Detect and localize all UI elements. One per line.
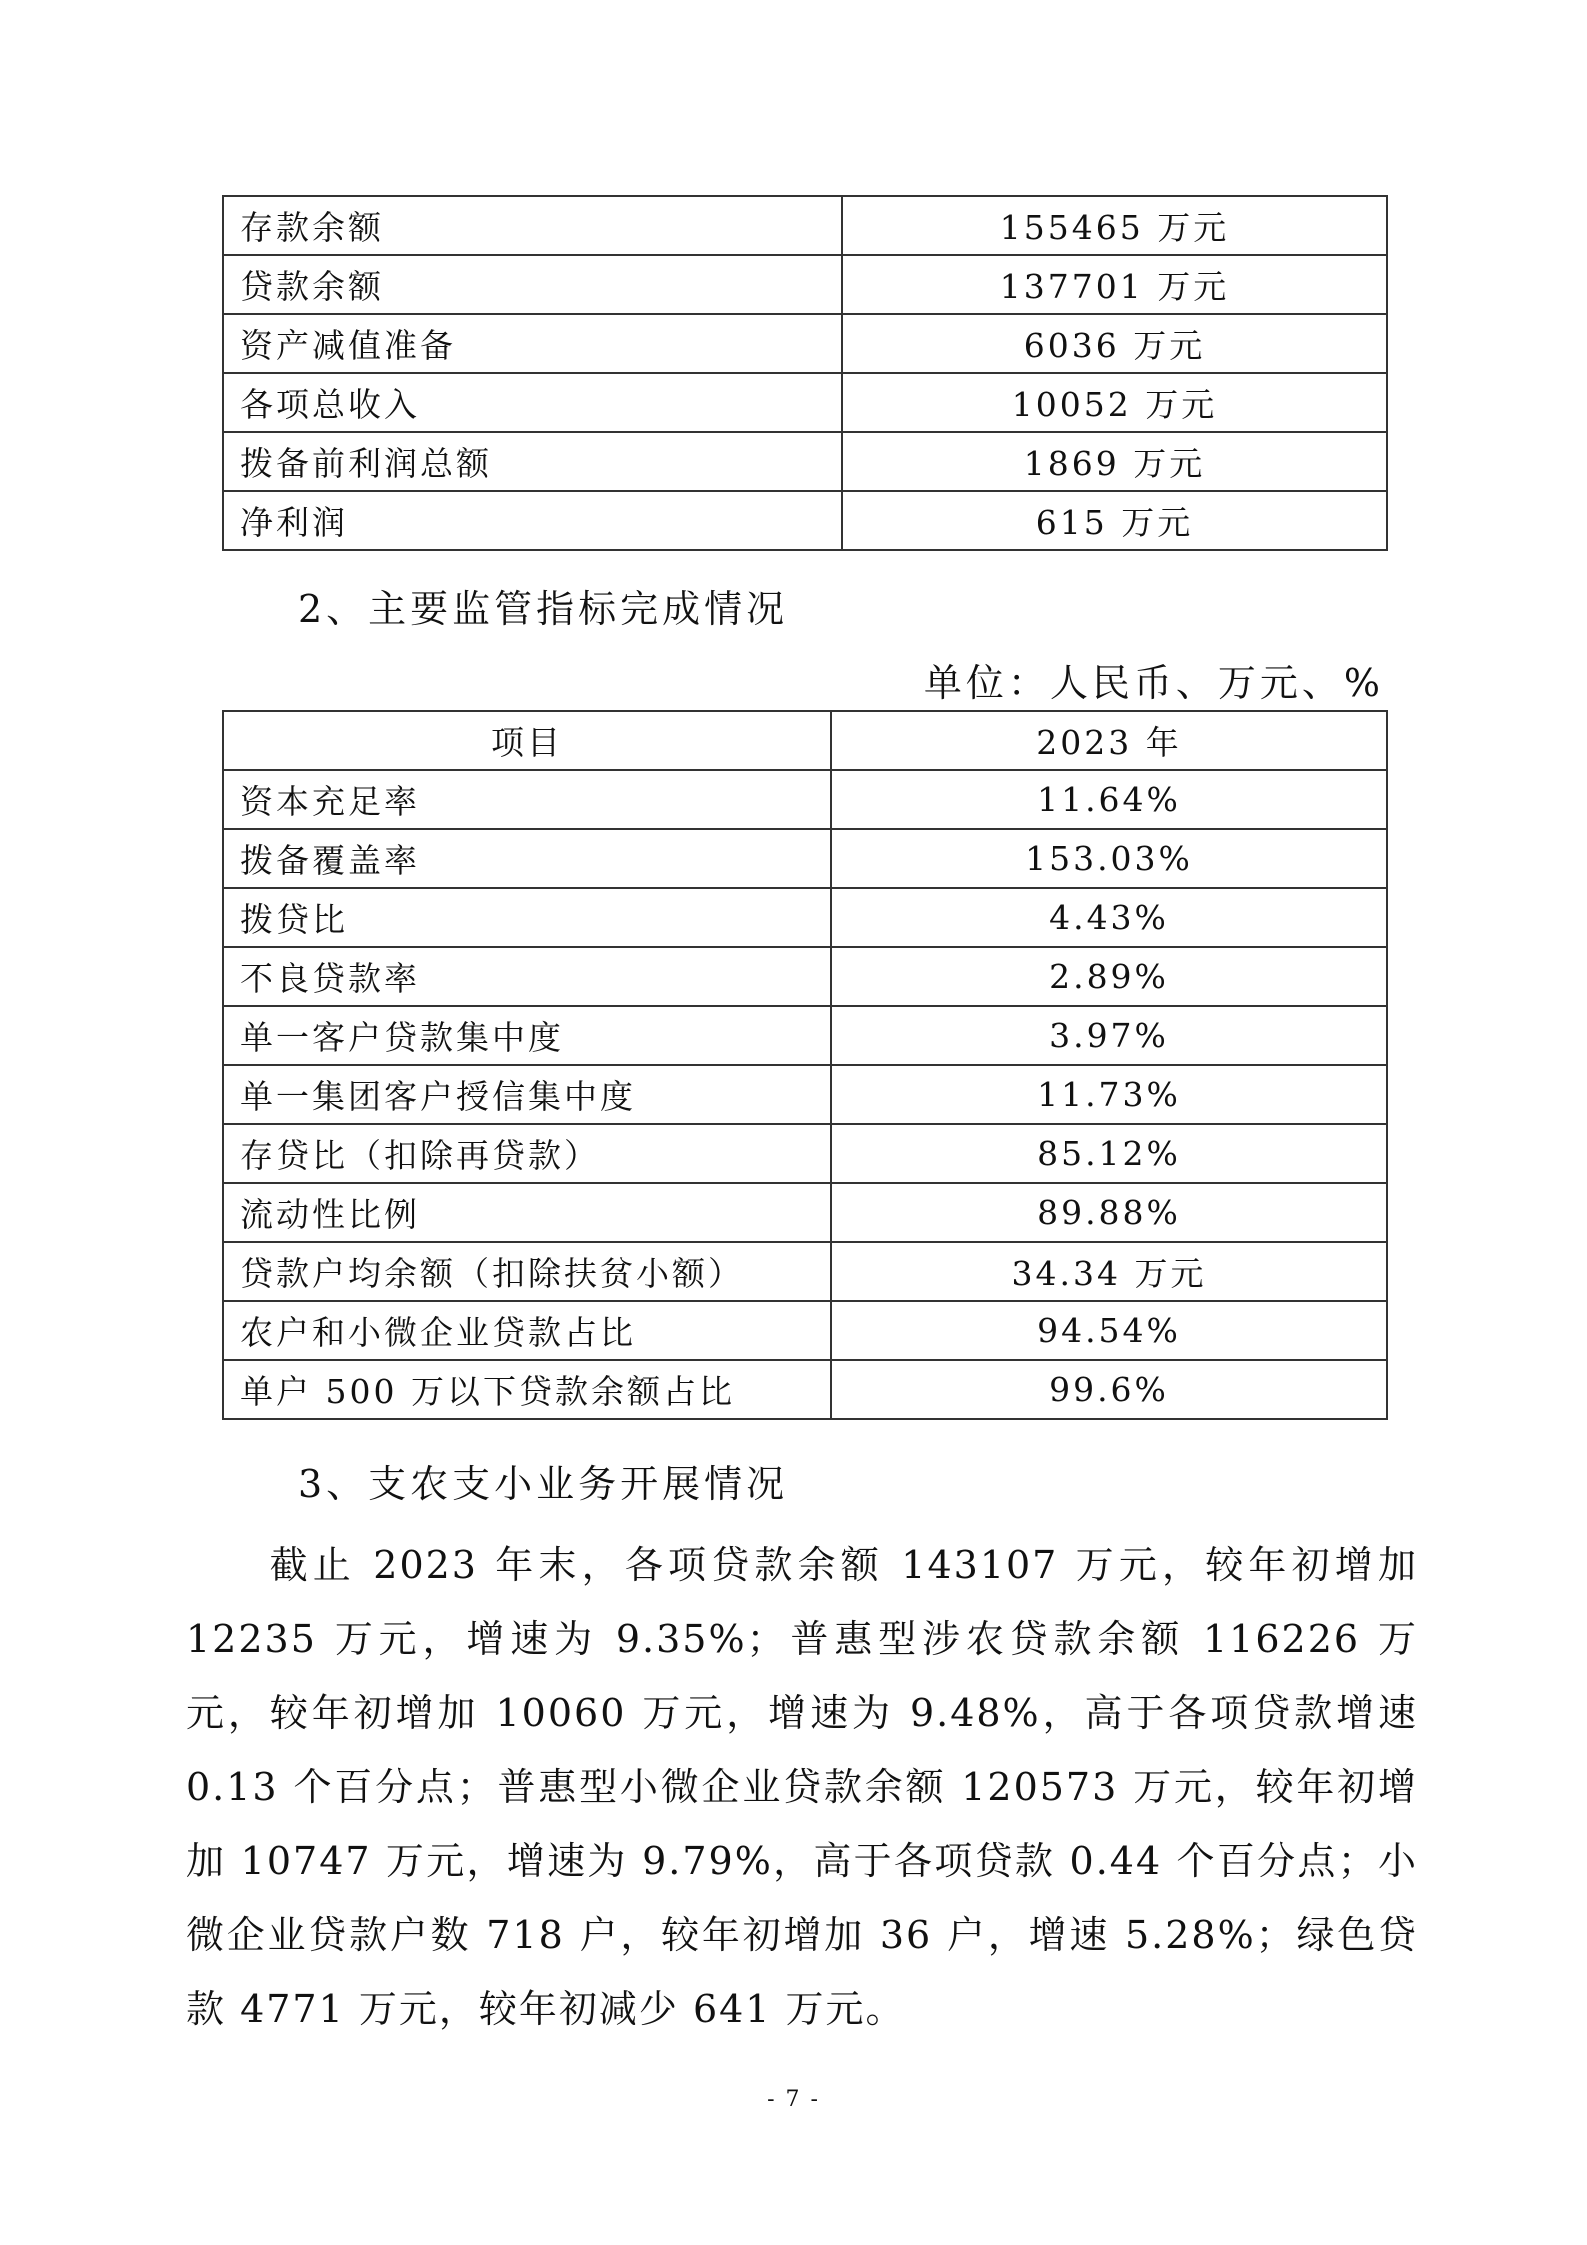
row-label: 资本充足率	[223, 770, 831, 829]
row-label: 存贷比（扣除再贷款）	[223, 1124, 831, 1183]
section-3-heading: 3、支农支小业务开展情况	[298, 1462, 789, 1506]
table-row	[223, 196, 1387, 255]
row-value: 153.03%	[831, 829, 1387, 888]
table-row	[223, 1124, 1387, 1183]
table-row	[223, 1006, 1387, 1065]
row-value: 155465 万元	[842, 196, 1387, 255]
row-value: 11.64%	[831, 770, 1387, 829]
row-label: 单户 500 万以下贷款余额占比	[223, 1360, 831, 1419]
row-label: 拨备覆盖率	[223, 829, 831, 888]
row-value: 6036 万元	[842, 314, 1387, 373]
table-row	[223, 1242, 1387, 1301]
row-value: 137701 万元	[842, 255, 1387, 314]
column-header-year: 2023 年	[831, 711, 1387, 770]
row-label: 存款余额	[223, 196, 842, 255]
table-row	[223, 255, 1387, 314]
section-2-heading: 2、主要监管指标完成情况	[298, 587, 789, 631]
unit-note: 单位：人民币、万元、%	[923, 661, 1384, 705]
section-3-paragraph: 截止 2023 年末，各项贷款余额 143107 万元，较年初增加 12235 万元，增速为 9.35%；普惠型涉农贷款余额 116226 万元，较年初增加 10060 万元，增速为 9.48%，高于各项贷款增速 0.13 个百分点；普惠型小微企业贷款余额 120573 万元，较年初增加 10747 万元，增速为 9.79%，高于各项贷款 0.44 个百分点；小微企业贷款户数 718 户，较年初增加 36 户，增速 5.28%；绿色贷款 4771 万元，较年初减少 641 万元。	[186, 1543, 1418, 2031]
row-value: 3.97%	[831, 1006, 1387, 1065]
regulatory-indicators-table	[222, 710, 1388, 1420]
table-row	[223, 1183, 1387, 1242]
row-label: 各项总收入	[223, 373, 842, 432]
financial-summary-table	[222, 195, 1388, 551]
page-number: - 7 -	[767, 2087, 820, 2112]
table-row	[223, 373, 1387, 432]
row-value: 85.12%	[831, 1124, 1387, 1183]
row-label: 贷款户均余额（扣除扶贫小额）	[223, 1242, 831, 1301]
row-value: 2.89%	[831, 947, 1387, 1006]
row-value: 4.43%	[831, 888, 1387, 947]
row-value: 99.6%	[831, 1360, 1387, 1419]
table-row	[223, 1065, 1387, 1124]
column-header-item: 项目	[223, 711, 831, 770]
row-label: 农户和小微企业贷款占比	[223, 1301, 831, 1360]
row-value: 10052 万元	[842, 373, 1387, 432]
table-row	[223, 314, 1387, 373]
row-label: 净利润	[223, 491, 842, 550]
table-row	[223, 888, 1387, 947]
row-value: 94.54%	[831, 1301, 1387, 1360]
row-value: 34.34 万元	[831, 1242, 1387, 1301]
row-value: 1869 万元	[842, 432, 1387, 491]
row-label: 单一客户贷款集中度	[223, 1006, 831, 1065]
table-row	[223, 770, 1387, 829]
row-label: 贷款余额	[223, 255, 842, 314]
row-label: 流动性比例	[223, 1183, 831, 1242]
table-header-row	[223, 711, 1387, 770]
row-label: 资产减值准备	[223, 314, 842, 373]
row-value: 615 万元	[842, 491, 1387, 550]
row-value: 11.73%	[831, 1065, 1387, 1124]
row-label: 拨备前利润总额	[223, 432, 842, 491]
table-row	[223, 829, 1387, 888]
table-row	[223, 1360, 1387, 1419]
row-label: 拨贷比	[223, 888, 831, 947]
table-row	[223, 491, 1387, 550]
row-label: 不良贷款率	[223, 947, 831, 1006]
row-value: 89.88%	[831, 1183, 1387, 1242]
row-label: 单一集团客户授信集中度	[223, 1065, 831, 1124]
table-row	[223, 432, 1387, 491]
table-row	[223, 947, 1387, 1006]
table-row	[223, 1301, 1387, 1360]
